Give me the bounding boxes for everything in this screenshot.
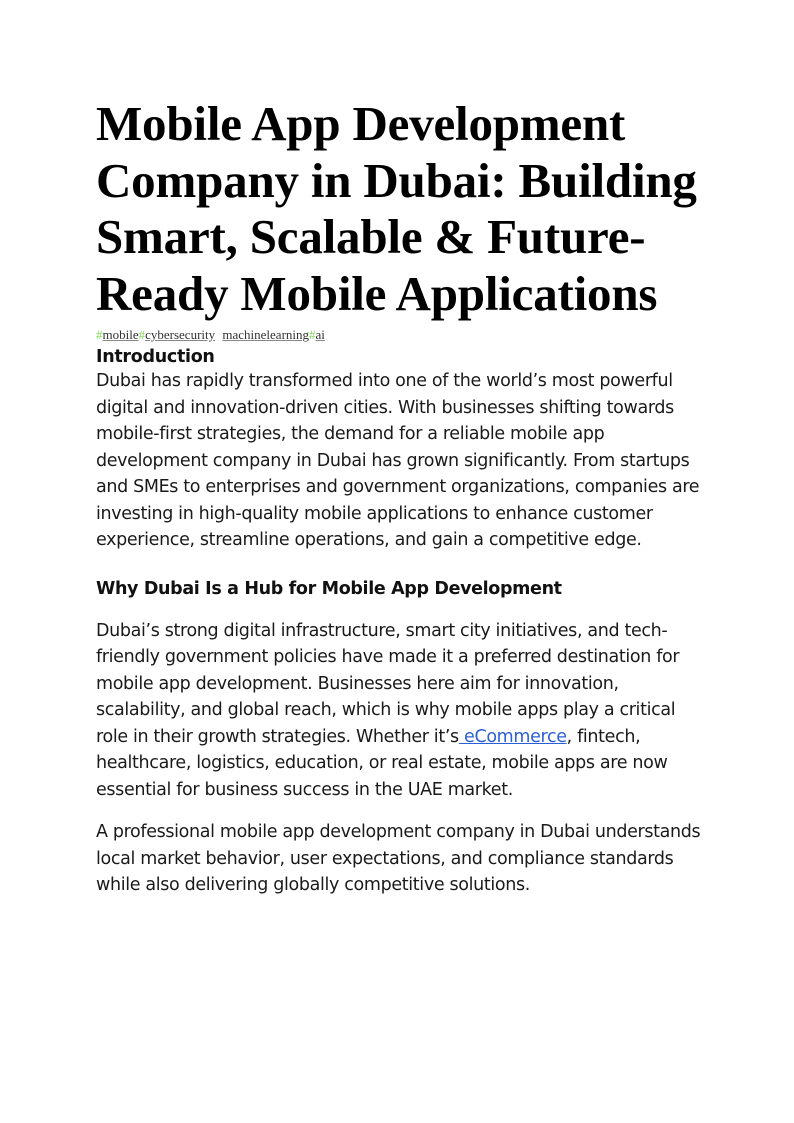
article-title: Mobile App Development Company in Dubai: Building Smart, Scalable & Future-Ready Mobile Applications xyxy=(96,96,697,321)
tag-list xyxy=(96,326,706,344)
tag-item-ai[interactable]: #ai xyxy=(309,327,325,342)
tag-label: machinelearning xyxy=(222,327,310,342)
intro-heading: Introduction xyxy=(96,347,215,367)
section-paragraph-text-start: Dubai’s strong digital infrastructure, smart city initiatives, and tech-friendly government policies have made it a preferred destination for mobile app development. Businesses here aim for innovation, scalability, and global reach, which is why mobile apps play a critical role in their growth strategies. Whether it’s xyxy=(96,620,680,747)
tag-item-machinelearning[interactable] xyxy=(222,327,309,342)
ecommerce-link[interactable]: eCommerce xyxy=(458,726,567,747)
tag-label: mobile xyxy=(102,327,139,342)
section-heading: Why Dubai Is a Hub for Mobile App Development xyxy=(96,578,562,599)
section-paragraph-text-end: , fintech, healthcare, logistics, education, or real estate, mobile apps are now essential for business success in the UAE market. xyxy=(96,726,668,800)
tag-item-mobile[interactable]: #mobile xyxy=(96,327,139,342)
tag-label: cybersecurity xyxy=(145,327,216,342)
tag-separator xyxy=(217,327,220,342)
section-paragraph xyxy=(96,618,706,804)
intro-paragraph: Dubai has rapidly transformed into one of the world’s most powerful digital and innovation-driven cities. With businesses shifting towards mobile-first strategies, the demand for a reliable mobile app development company in Dubai has grown significantly. From startups and SMEs to enterprises and government organizations, companies are investing in high-quality mobile applications to enhance customer experience, streamline operations, and gain a competitive edge. xyxy=(96,371,700,550)
tag-label: ai xyxy=(315,327,325,342)
tag-item-cybersecurity[interactable]: #cybersecurity xyxy=(138,327,216,342)
document-page xyxy=(96,96,706,899)
closing-paragraph: A professional mobile app development company in Dubai understands local market behavior, user expectations, and compliance standards while also delivering globally competitive solutions. xyxy=(96,822,701,895)
